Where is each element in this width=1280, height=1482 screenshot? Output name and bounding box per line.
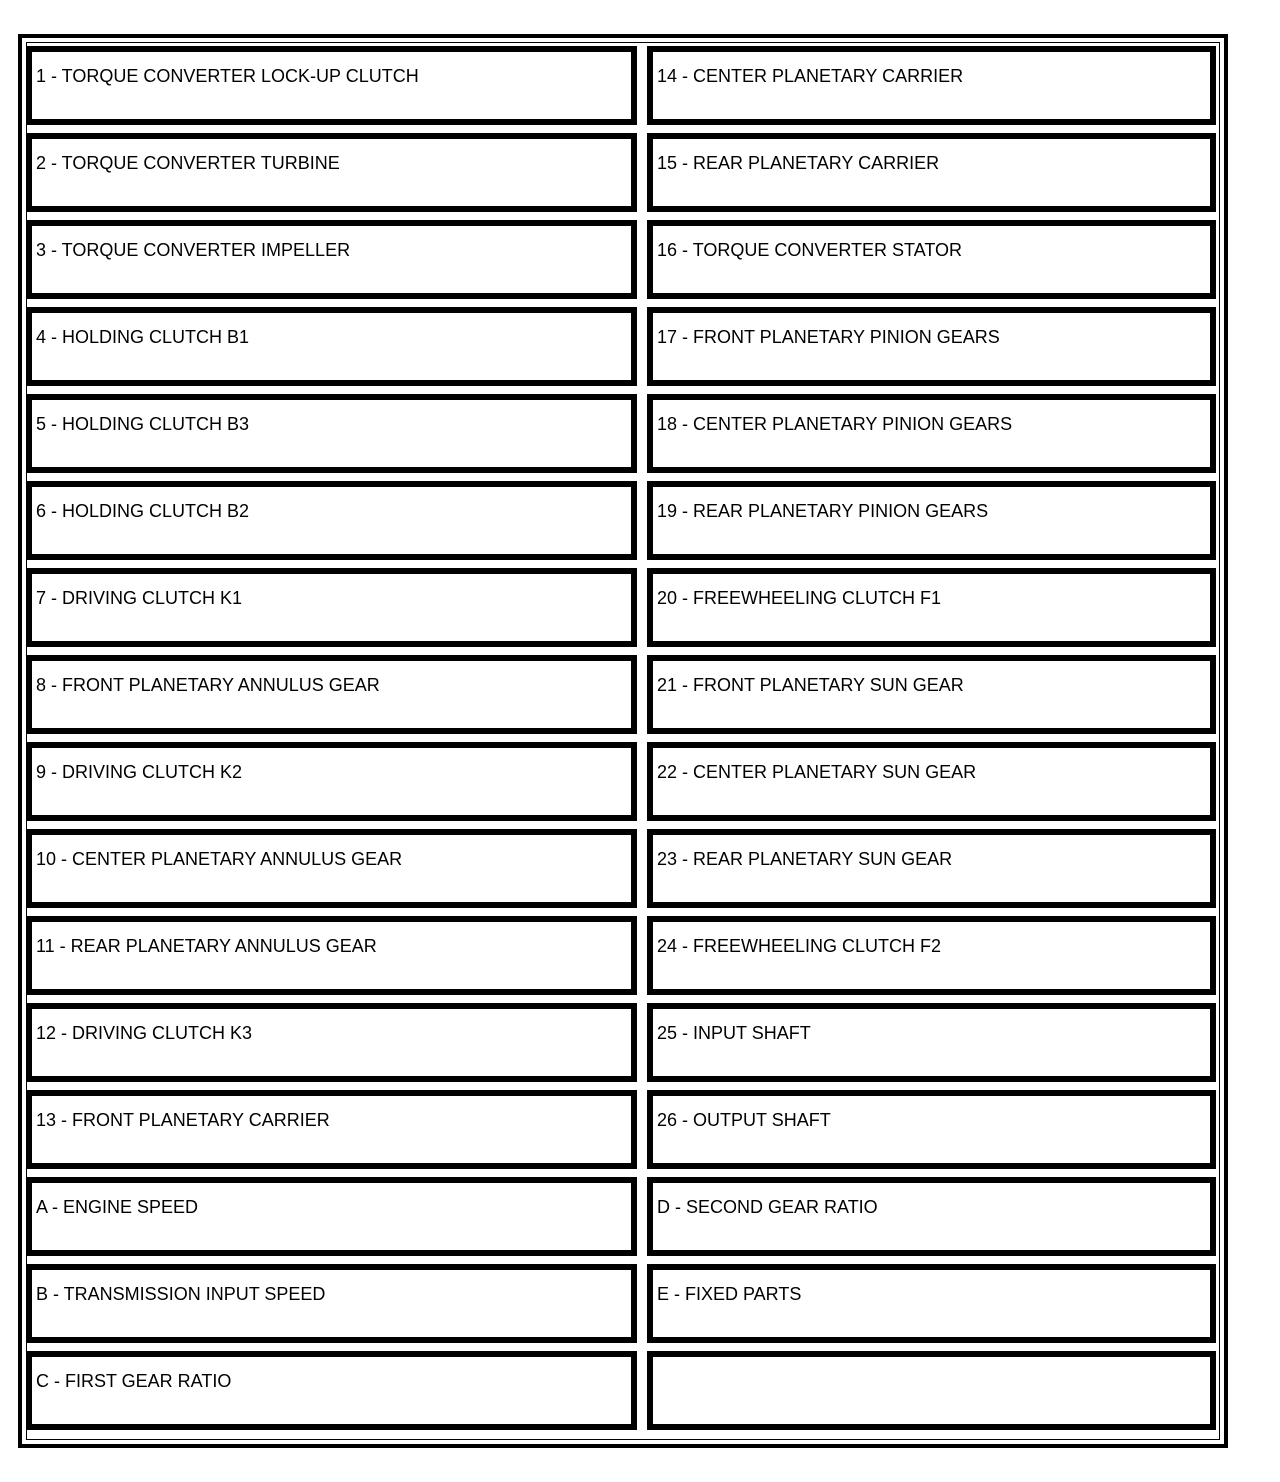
legend-label: 23 - REAR PLANETARY SUN GEAR [657, 849, 953, 869]
legend-label: 17 - FRONT PLANETARY PINION GEARS [657, 327, 1000, 347]
legend-label: 11 - REAR PLANETARY ANNULUS GEAR [36, 936, 377, 956]
legend-label: 21 - FRONT PLANETARY SUN GEAR [657, 675, 964, 695]
legend-label: B - TRANSMISSION INPUT SPEED [36, 1284, 326, 1304]
legend-cell-16 [647, 220, 1216, 299]
legend-cell-25 [647, 1003, 1216, 1082]
legend-cell-19 [647, 481, 1216, 560]
legend-cell-6 [26, 481, 637, 560]
legend-cell-9 [26, 742, 637, 821]
legend-label: 9 - DRIVING CLUTCH K2 [36, 762, 243, 782]
legend-cell-17 [647, 307, 1216, 386]
legend-label: 26 - OUTPUT SHAFT [657, 1110, 831, 1130]
legend-label: 2 - TORQUE CONVERTER TURBINE [36, 153, 340, 173]
legend-cell-c [26, 1351, 637, 1430]
legend-label: 7 - DRIVING CLUTCH K1 [36, 588, 243, 608]
legend-label: 14 - CENTER PLANETARY CARRIER [657, 66, 964, 86]
legend-cell-21 [647, 655, 1216, 734]
legend-cell-7 [26, 568, 637, 647]
legend-label: 22 - CENTER PLANETARY SUN GEAR [657, 762, 977, 782]
legend-cell-1 [26, 46, 637, 125]
legend-label: 12 - DRIVING CLUTCH K3 [36, 1023, 253, 1043]
legend-label: 15 - REAR PLANETARY CARRIER [657, 153, 940, 173]
legend-cell-2 [26, 133, 637, 212]
legend-label: A - ENGINE SPEED [36, 1197, 199, 1217]
legend-label: 6 - HOLDING CLUTCH B2 [36, 501, 250, 521]
legend-cell-24 [647, 916, 1216, 995]
legend-cell-3 [26, 220, 637, 299]
legend-label: 24 - FREEWHEELING CLUTCH F2 [657, 936, 942, 956]
legend-label: 16 - TORQUE CONVERTER STATOR [657, 240, 963, 260]
legend-cell-15 [647, 133, 1216, 212]
legend-label: 13 - FRONT PLANETARY CARRIER [36, 1110, 330, 1130]
legend-label: 4 - HOLDING CLUTCH B1 [36, 327, 250, 347]
legend-label: 3 - TORQUE CONVERTER IMPELLER [36, 240, 351, 260]
legend-label: 19 - REAR PLANETARY PINION GEARS [657, 501, 989, 521]
legend-label: 5 - HOLDING CLUTCH B3 [36, 414, 250, 434]
legend-cell-d [647, 1177, 1216, 1256]
legend-cell-20 [647, 568, 1216, 647]
legend-label: 10 - CENTER PLANETARY ANNULUS GEAR [36, 849, 403, 869]
legend-cell-4 [26, 307, 637, 386]
legend-cell-18 [647, 394, 1216, 473]
legend-label: 20 - FREEWHEELING CLUTCH F1 [657, 588, 942, 608]
legend-cell-26 [647, 1090, 1216, 1169]
legend-label: 1 - TORQUE CONVERTER LOCK-UP CLUTCH [36, 66, 419, 86]
legend-cell-empty [647, 1351, 1216, 1430]
legend-label: E - FIXED PARTS [657, 1284, 802, 1304]
legend-cell-12 [26, 1003, 637, 1082]
legend-cell-14 [647, 46, 1216, 125]
legend-cell-11 [26, 916, 637, 995]
legend-cell-b [26, 1264, 637, 1343]
legend-table [18, 34, 1228, 1448]
legend-label: D - SECOND GEAR RATIO [657, 1197, 878, 1217]
legend-cell-13 [26, 1090, 637, 1169]
legend-grid [26, 46, 1220, 1430]
legend-cell-a [26, 1177, 637, 1256]
legend-label: C - FIRST GEAR RATIO [36, 1371, 232, 1391]
legend-label: 25 - INPUT SHAFT [657, 1023, 811, 1043]
legend-label: 18 - CENTER PLANETARY PINION GEARS [657, 414, 1013, 434]
legend-cell-10 [26, 829, 637, 908]
legend-cell-8 [26, 655, 637, 734]
legend-cell-23 [647, 829, 1216, 908]
legend-cell-22 [647, 742, 1216, 821]
legend-label: 8 - FRONT PLANETARY ANNULUS GEAR [36, 675, 380, 695]
legend-cell-5 [26, 394, 637, 473]
legend-cell-e [647, 1264, 1216, 1343]
